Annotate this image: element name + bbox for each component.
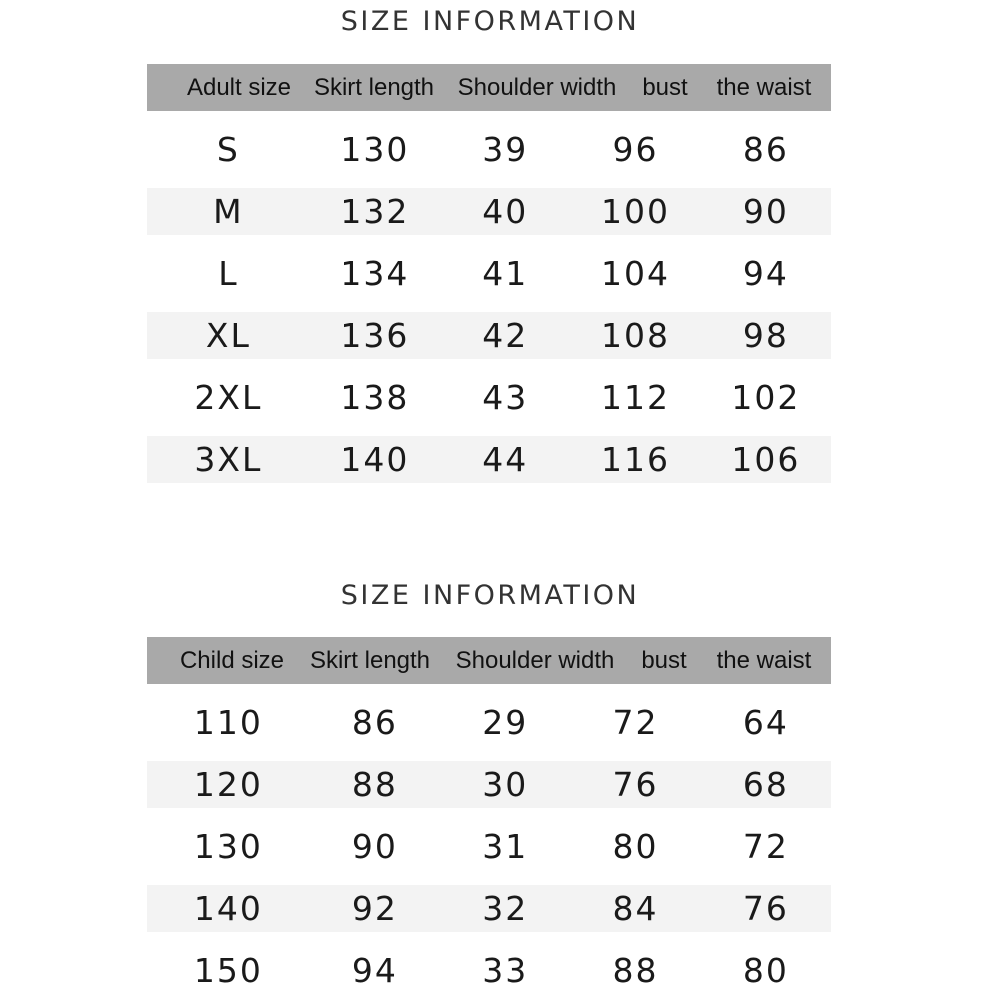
size-cell: S (216, 130, 240, 169)
size-cell: 3XL (194, 440, 263, 479)
table-row (147, 126, 831, 173)
waist-cell: 80 (742, 951, 789, 990)
adult-section-title: SIZE INFORMATION (340, 6, 640, 37)
waist-cell: 72 (742, 827, 789, 866)
skirt-length-cell: 140 (340, 440, 410, 479)
table-row (147, 761, 831, 808)
size-cell: 150 (193, 951, 263, 990)
bust-cell: 116 (601, 440, 671, 479)
adult-header-waist: the waist (716, 73, 812, 101)
size-cell: M (213, 192, 244, 231)
bust-cell: 80 (612, 827, 659, 866)
size-cell: 2XL (194, 378, 263, 417)
shoulder-width-cell: 40 (482, 192, 529, 231)
shoulder-width-cell: 41 (482, 254, 529, 293)
skirt-length-cell: 86 (351, 703, 398, 742)
table-row (147, 250, 831, 297)
waist-cell: 64 (742, 703, 789, 742)
waist-cell: 90 (742, 192, 789, 231)
bust-cell: 76 (612, 765, 659, 804)
bust-cell: 88 (612, 951, 659, 990)
shoulder-width-cell: 43 (482, 378, 529, 417)
skirt-length-cell: 88 (351, 765, 398, 804)
shoulder-width-cell: 42 (482, 316, 529, 355)
skirt-length-cell: 94 (351, 951, 398, 990)
table-row (147, 699, 831, 746)
size-cell: 140 (193, 889, 263, 928)
table-row (147, 885, 831, 932)
skirt-length-cell: 136 (340, 316, 410, 355)
size-cell: 120 (193, 765, 263, 804)
child-header-skirt-length: Skirt length (309, 646, 431, 674)
skirt-length-cell: 134 (340, 254, 410, 293)
waist-cell: 94 (742, 254, 789, 293)
table-row (147, 947, 831, 994)
waist-cell: 106 (731, 440, 801, 479)
adult-header-bust: bust (642, 73, 688, 101)
skirt-length-cell: 90 (351, 827, 398, 866)
shoulder-width-cell: 32 (482, 889, 529, 928)
bust-cell: 84 (612, 889, 659, 928)
child-section-title: SIZE INFORMATION (340, 580, 640, 611)
size-cell: 110 (193, 703, 263, 742)
shoulder-width-cell: 44 (482, 440, 529, 479)
waist-cell: 98 (742, 316, 789, 355)
skirt-length-cell: 130 (340, 130, 410, 169)
shoulder-width-cell: 31 (482, 827, 529, 866)
table-row (147, 823, 831, 870)
child-header-waist: the waist (716, 646, 812, 674)
size-cell: XL (205, 316, 251, 355)
shoulder-width-cell: 33 (482, 951, 529, 990)
bust-cell: 100 (601, 192, 671, 231)
shoulder-width-cell: 29 (482, 703, 529, 742)
bust-cell: 72 (612, 703, 659, 742)
bust-cell: 104 (601, 254, 671, 293)
bust-cell: 112 (601, 378, 671, 417)
adult-size-table (147, 64, 831, 483)
bust-cell: 108 (601, 316, 671, 355)
table-row (147, 312, 831, 359)
bust-cell: 96 (612, 130, 659, 169)
table-row (147, 374, 831, 421)
skirt-length-cell: 138 (340, 378, 410, 417)
waist-cell: 86 (742, 130, 789, 169)
child-header-size: Child size (179, 646, 285, 674)
child-size-table (147, 637, 831, 994)
waist-cell: 102 (731, 378, 801, 417)
table-row (147, 436, 831, 483)
child-header-shoulder-width: Shoulder width (455, 646, 615, 674)
adult-table-header (147, 64, 831, 111)
adult-header-skirt-length: Skirt length (313, 73, 435, 101)
skirt-length-cell: 132 (340, 192, 410, 231)
child-table-header (147, 637, 831, 684)
shoulder-width-cell: 39 (482, 130, 529, 169)
size-cell: 130 (193, 827, 263, 866)
adult-header-shoulder-width: Shoulder width (457, 73, 617, 101)
waist-cell: 76 (742, 889, 789, 928)
table-row (147, 188, 831, 235)
skirt-length-cell: 92 (351, 889, 398, 928)
waist-cell: 68 (742, 765, 789, 804)
adult-header-size: Adult size (186, 73, 292, 101)
size-cell: L (218, 254, 239, 293)
child-header-bust: bust (641, 646, 687, 674)
shoulder-width-cell: 30 (482, 765, 529, 804)
